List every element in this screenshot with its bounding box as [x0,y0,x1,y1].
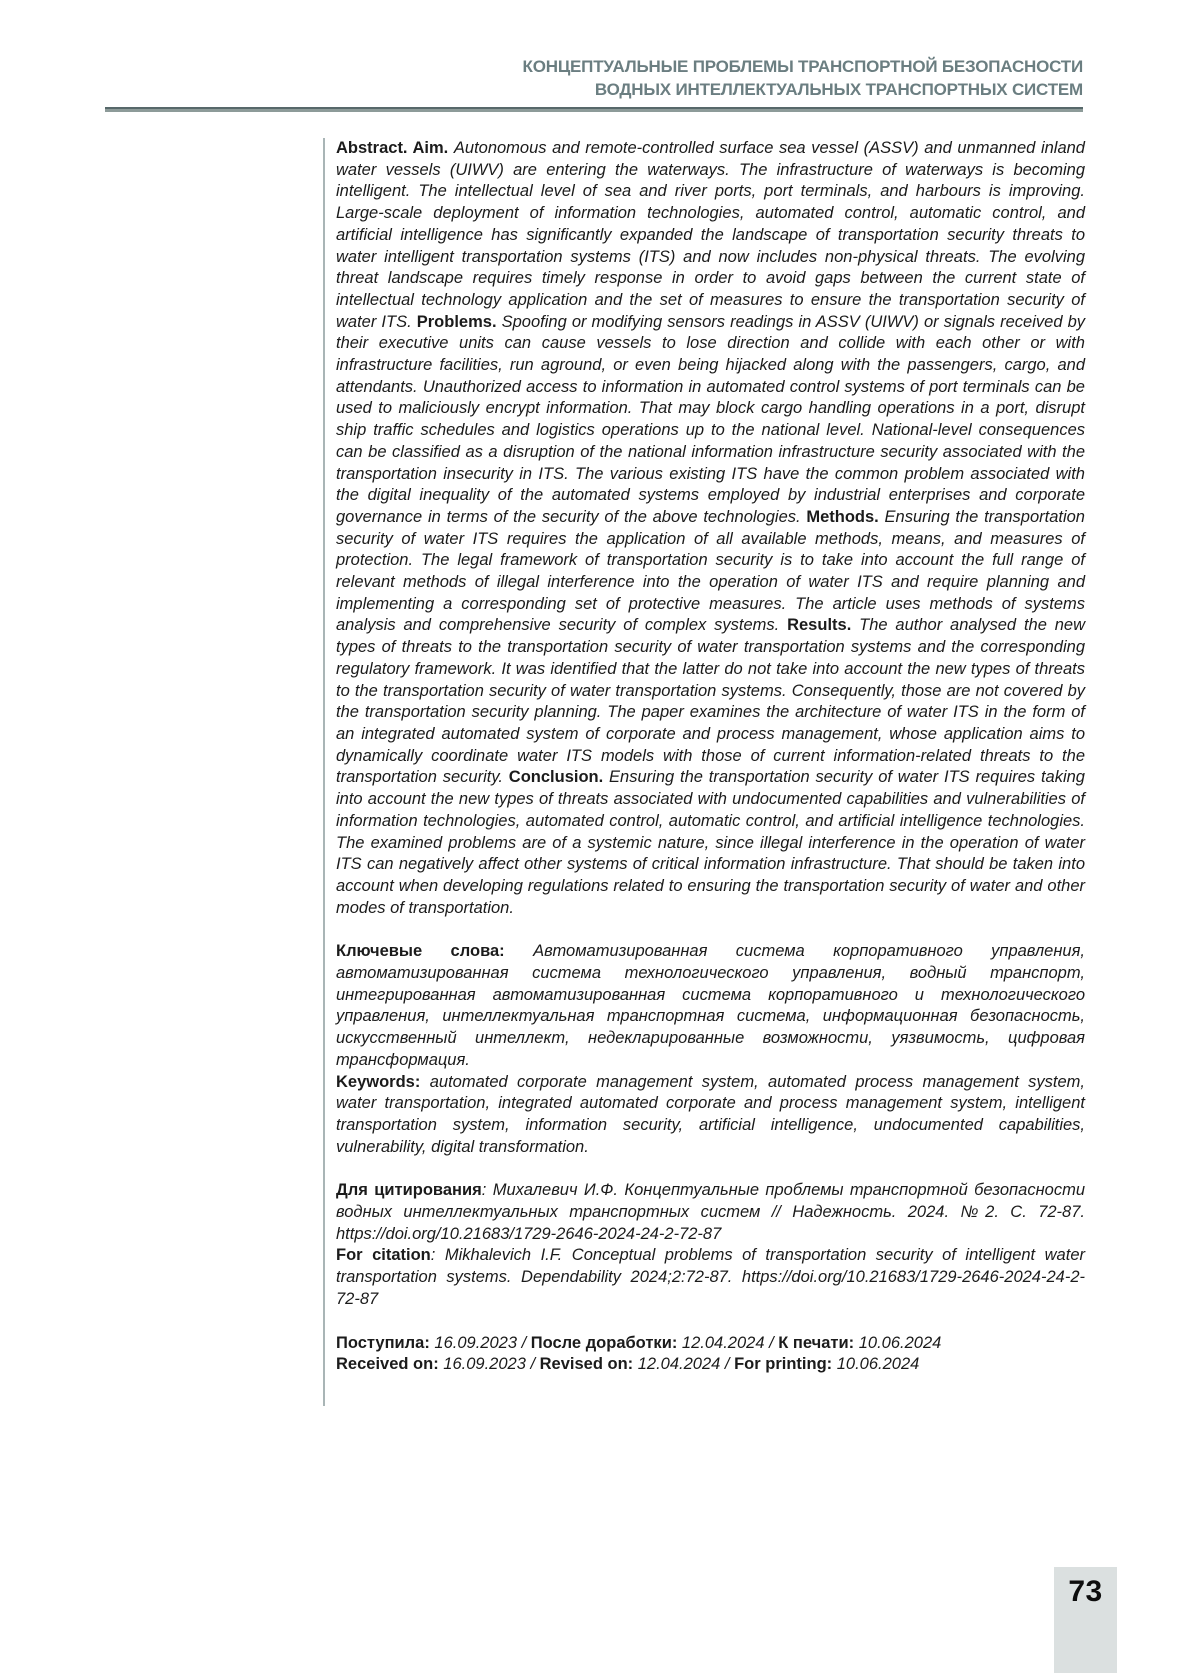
running-head-line-2: ВОДНЫХ ИНТЕЛЛЕКТУАЛЬНЫХ ТРАНСПОРТНЫХ СИСТЕМ [594,80,1083,99]
text-run: Spoofing or modifying sensors readings in ASSV (UIWV) or signals received by their executive units can cause vessels to lose direction and collide with each other or with infrastructure facilities, run aground, or even being hijacked along with the passengers, cargo, and attendants. Unauthorized access to information in automated control systems of port terminals can be used to maliciously encrypt information. That may block cargo handling operations in a port, disrupt ship traffic schedules and logistics operations up to the national level. National-level consequences can be classified as a disruption of the national information infrastructure security associated with the transportation insecurity in ITS. The various existing ITS have the common problem associated with the digital inequality of the automated systems employed by industrial enterprises and corporate governance in terms of the security of the above technologies. [336,312,1085,526]
text-run: 16.09.2023 / [443,1355,540,1374]
text-run: Автоматизированная система корпоративного управления, автоматизированная система технологического управления, водный транспорт, интегрированная автоматизированная система корпоративного и технологического управления, интеллектуальная транспортная система, информационная безопасность, искусственный интеллект, недекларированные возможности, уязвимость, цифровая трансформация. [336,942,1086,1069]
bold-label: Problems. [416,312,502,331]
bold-label: Keywords: [336,1072,430,1091]
text-run: 16.09.2023 / [434,1333,531,1352]
keywords-ru-paragraph [336,941,1085,1071]
text-run: automated corporate management system, automated process management system, water transportation, integrated automated corporate and process management system, intelligent transportation system, information security, artificial intelligence, undocumented capabilities, vulnerability, digital transformation. [336,1072,1085,1156]
page-number-box [1054,1567,1117,1673]
article-front-matter [323,138,1085,1406]
text-run: 12.04.2024 / [681,1333,779,1352]
bold-label: Revised on: [539,1355,638,1374]
running-head-line-1: КОНЦЕПТУАЛЬНЫЕ ПРОБЛЕМЫ ТРАНСПОРТНОЙ БЕЗОПАСНОСТИ [522,57,1083,76]
bold-label: После доработки: [530,1333,682,1352]
bold-label: Received on: [336,1355,444,1374]
bold-label: For citation [336,1246,431,1265]
keywords-en-paragraph [336,1072,1085,1159]
bold-label: Поступила: [336,1333,435,1352]
text-run: Autonomous and remote-controlled surface sea vessel (ASSV) and unmanned inland water vessels (UIWV) are entering the waterways. The infrastructure of waterways is becoming intelligent. The intellectual level of sea and river ports, port terminals, and harbours is improving. Large-scale deployment of information technologies, automated control, automatic control, and artificial intelligence has significantly expanded the landscape of transportation security threats to water intelligent transportation systems (ITS) and now includes non-physical threats. The evolving threat landscape requires timely response in order to avoid gaps between the current state of intellectual technology application and the set of measures to ensure the transportation security of water ITS. [336,139,1085,331]
text-run: : Mikhalevich I.F. Conceptual problems of transportation security of intelligent water transportation systems. Dependability 2024;2:72-87. https://doi.org/10.21683/1729-2646-2024-24-2-72-87 [336,1246,1085,1308]
abstract-paragraph [336,138,1085,919]
bold-label: Ключевые слова: [336,942,534,961]
bold-label: For printing: [734,1355,837,1374]
running-head [105,55,1083,101]
text-run: 10.06.2024 [836,1355,920,1374]
text-run: : Михалевич И.Ф. Концептуальные проблемы транспортной безопасности водных интеллектуальных транспортных систем // Надежность. 2024. №2. С. 72-87. https://doi.org/10.21683/1729-2646-2024-24-2-72-87 [336,1181,1085,1243]
text-run: 12.04.2024 / [637,1355,735,1374]
bold-label: Conclusion. [508,768,610,787]
bold-label: Results. [787,616,860,635]
page-number: 73 [1068,1575,1103,1608]
dates-en-line [336,1354,1085,1376]
journal-page [0,55,1200,1673]
citation-en-paragraph [336,1245,1085,1310]
bold-label: Methods. [806,507,885,526]
dates-ru-line [336,1333,1085,1355]
header-rule [105,107,1083,112]
citation-ru-paragraph [336,1180,1085,1245]
bold-label: Для цитирования [336,1181,482,1200]
text-run: 10.06.2024 [858,1333,942,1352]
bold-label: Abstract. Aim. [336,139,454,157]
bold-label: К печати: [778,1333,859,1352]
text-run: Ensuring the transportation security of water ITS requires taking into account the new types of threats associated with undocumented capabilities and vulnerabilities of information technologies, automated control, automatic control, and artificial intelligence technologies. The examined problems are of a systemic nature, since illegal interference in the operation of water ITS can negatively affect other systems of critical information infrastructure. That should be taken into account when developing regulations related to ensuring the transportation security of water and other modes of transportation. [336,768,1085,917]
text-run: Ensuring the transportation security of water ITS requires the application of all available methods, means, and measures of protection. The legal framework of transportation security is to take into account the full range of relevant methods of illegal interference into the operation of water ITS and require planning and implementing a corresponding set of protective measures. The article uses methods of systems analysis and comprehensive security of complex systems. [336,507,1085,635]
text-run: The author analysed the new types of threats to the transportation security of water transportation systems and the corresponding regulatory framework. It was identified that the latter do not take into account the new types of threats to the transportation security of water transportation systems. Consequently, those are not covered by the transportation security planning. The paper examines the architecture of water ITS in the form of an integrated automated system of corporate and process management, whose application aims to dynamically coordinate water ITS models with those of current information-related threats to the transportation security. [336,616,1085,787]
